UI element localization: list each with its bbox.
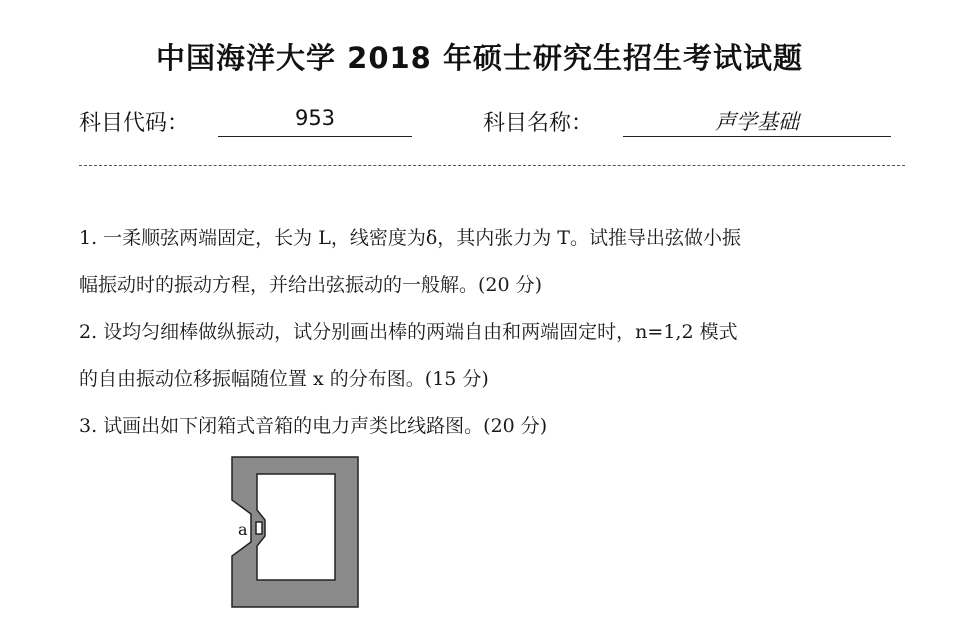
header-divider [79, 165, 905, 166]
subject-code-value: 953 [218, 106, 412, 137]
exam-title: 中国海洋大学 2018 年硕士研究生招生考试试题 [156, 41, 803, 75]
speaker-diaphragm [256, 522, 262, 534]
question-3 [79, 403, 909, 450]
question-line: 2. 设均匀细棒做纵振动，试分别画出棒的两端自由和两端固定时，n=1,2 模式 [79, 321, 738, 343]
question-line: 3. 试画出如下闭箱式音箱的电力声类比线路图。(20 分) [79, 415, 548, 437]
closed-box-speaker-diagram [231, 456, 359, 608]
question-line: 的自由振动位移振幅随位置 x 的分布图。(15 分) [79, 368, 489, 390]
question-2 [79, 309, 909, 403]
question-1 [79, 215, 909, 309]
diagram-label-a: a [238, 520, 248, 539]
subject-name-field [483, 106, 799, 137]
question-line: 1. 一柔顺弦两端固定，长为 L，线密度为δ，其内张力为 T。试推导出弦做小振 [79, 227, 741, 249]
subject-name-label: 科目名称： [483, 111, 594, 136]
subject-name-value: 声学基础 [623, 106, 891, 137]
subject-code-label: 科目代码： [79, 111, 190, 136]
speaker-box-wall [232, 457, 358, 607]
question-line: 幅振动时的振动方程，并给出弦振动的一般解。(20 分) [79, 274, 543, 296]
subject-code-field [79, 106, 336, 137]
